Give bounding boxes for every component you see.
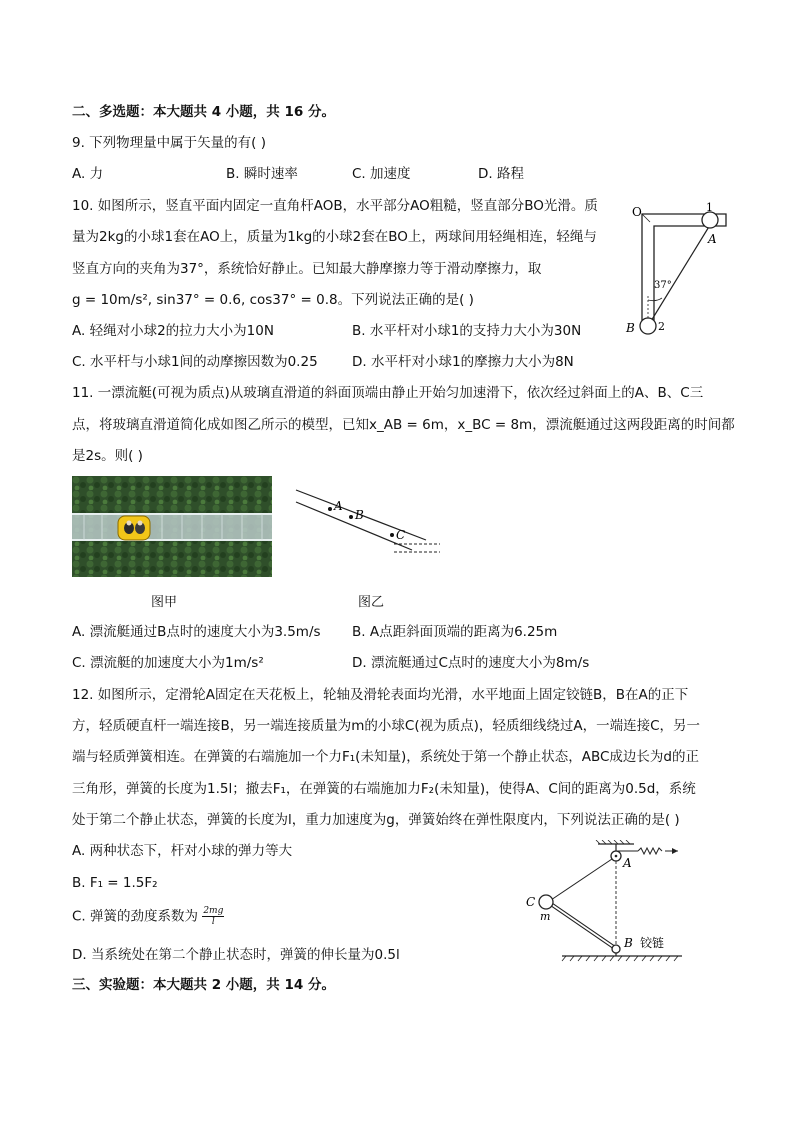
q9-option-b: B. 瞬时速率 [226, 166, 298, 182]
q12-line-3: 端与轻质弹簧相连。在弹簧的右端施加一个力F₁(未知量)，系统处于第一个静止状态，ABC成边长为d的正 [72, 749, 699, 765]
q11-line-2: 点，将玻璃直滑道简化成如图乙所示的模型，已知x_AB = 6m，x_BC = 8m，漂流艇通过这两段距离的时间都 [72, 417, 735, 433]
q9-option-a: A. 力 [72, 166, 104, 182]
q10-option-a: A. 轻绳对小球2的拉力大小为10N [72, 323, 274, 339]
q12-label-b: B [624, 936, 633, 950]
q12-hinge-b [612, 945, 620, 953]
q10-label-2: 2 [658, 320, 665, 333]
q11-point-c [390, 533, 394, 537]
q11-option-d: D. 漂流艇通过C点时的速度大小为8m/s [352, 655, 590, 671]
q12-line-5: 处于第二个静止状态，弹簧的长度为l，重力加速度为g，弹簧始终在弹性限度内，下列说法正确的是( ) [72, 812, 680, 828]
q10-label-b: B [626, 321, 635, 335]
q10-rope [648, 225, 710, 326]
q11-point-a [328, 507, 332, 511]
q12-ball-c [539, 895, 553, 909]
caption-figure-yi: 图乙 [358, 595, 385, 610]
q12-label-m: m [540, 910, 551, 923]
q10-angle-label: 37° [654, 280, 672, 291]
q12-fraction-denominator: l [211, 917, 215, 927]
q12-fraction-numerator: 2mg [203, 906, 224, 916]
q9-option-c: C. 加速度 [352, 166, 411, 182]
q11-label-b: B [355, 508, 364, 522]
q12-line-2: 方，轻质硬直杆一端连接B，另一端连接质量为m的小球C(视为质点)，轻质细线绕过A，一端连接C，另一 [72, 718, 701, 734]
q10-option-b: B. 水平杆对小球1的支持力大小为30N [352, 323, 582, 339]
q12-label-c: C [526, 895, 536, 909]
q12-figure-pulley-system [520, 840, 710, 964]
q10-label-o: O [632, 205, 642, 219]
q11-label-c: C [396, 528, 406, 542]
q10-option-d: D. 水平杆对小球1的摩擦力大小为8N [352, 354, 574, 370]
q11-label-a: A [334, 499, 343, 513]
q12-line-1: 12. 如图所示，定滑轮A固定在天花板上，轮轴及滑轮表面均光滑，水平地面上固定铰链B，B在A的正下 [72, 687, 689, 703]
q10-line-1: 10. 如图所示，竖直平面内固定一直角杆AOB，水平部分AO粗糙，竖直部分BO光滑。质 [72, 198, 598, 214]
q10-line-4: g = 10m/s², sin37° = 0.6, cos37° = 0.8。下列说法正确的是( ) [72, 292, 474, 308]
q10-label-a: A [708, 232, 717, 246]
q11-photo-rafting [72, 476, 272, 577]
q12-option-c-text: C. 弹簧的劲度系数为 [72, 908, 199, 925]
q10-ball-1 [702, 212, 718, 228]
q12-label-hinge: 铰链 [640, 936, 665, 950]
q11-option-c: C. 漂流艇的加速度大小为1m/s² [72, 655, 264, 671]
section-3-header: 三、实验题：本大题共 2 小题，共 14 分。 [72, 977, 335, 993]
q11-line-1: 11. 一漂流艇(可视为质点)从玻璃直滑道的斜面顶端由静止开始匀加速滑下，依次经过斜面上的A、B、C三 [72, 385, 704, 401]
q12-line-4: 三角形，弹簧的长度为1.5l；撤去F₁，在弹簧的右端施加力F₂(未知量)，使得A、C间的距离为0.5d，系统 [72, 781, 696, 797]
q12-force-arrow [672, 848, 678, 854]
q10-label-1: 1 [706, 201, 713, 214]
q10-line-2: 量为2kg的小球1套在AO上，质量为1kg的小球2套在BO上，两球间用轻绳相连，轻绳与 [72, 229, 597, 245]
q12-label-a: A [623, 856, 632, 870]
question-9-stem: 9. 下列物理量中属于矢量的有( ) [72, 135, 266, 151]
q11-option-b: B. A点距斜面顶端的距离为6.25m [352, 624, 558, 640]
q12-option-b: B. F₁ = 1.5F₂ [72, 875, 158, 891]
q11-incline-model [294, 488, 444, 560]
q10-option-c: C. 水平杆与小球1间的动摩擦因数为0.25 [72, 354, 318, 370]
q11-point-b [349, 515, 353, 519]
q12-option-a: A. 两种状态下，杆对小球的弹力等大 [72, 843, 293, 859]
q12-spring [638, 848, 662, 854]
q12-fraction [202, 906, 224, 927]
q10-ball-2 [640, 318, 656, 334]
q9-option-d: D. 路程 [478, 166, 524, 182]
q10-figure-right-angle-rod [622, 200, 732, 340]
section-2-header: 二、多选题：本大题共 4 小题，共 16 分。 [72, 104, 335, 120]
q11-line-3: 是2s。则( ) [72, 448, 143, 464]
q12-option-d: D. 当系统处在第二个静止状态时，弹簧的伸长量为0.5l [72, 947, 400, 963]
q10-line-3: 竖直方向的夹角为37°，系统恰好静止。已知最大静摩擦力等于滑动摩擦力，取 [72, 261, 542, 277]
q11-option-a: A. 漂流艇通过B点时的速度大小为3.5m/s [72, 624, 321, 640]
q12-option-c [72, 906, 224, 927]
caption-figure-jia: 图甲 [151, 595, 178, 610]
